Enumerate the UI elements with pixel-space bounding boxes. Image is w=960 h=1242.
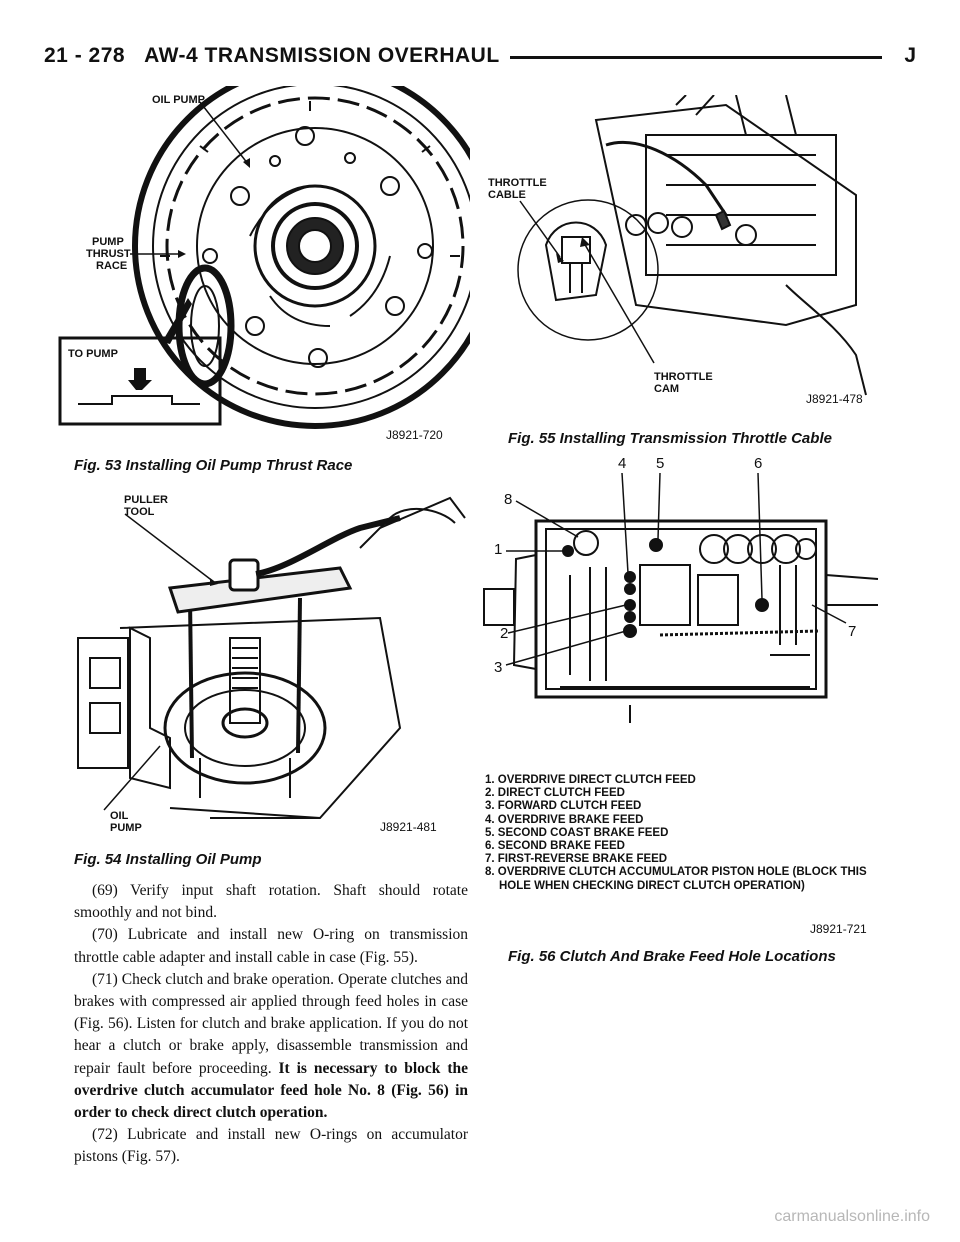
figure-55-caption: Fig. 55 Installing Transmission Throttle Cable — [508, 430, 832, 447]
label-puller: PULLER — [124, 494, 168, 506]
figure-54-id: J8921-481 — [380, 820, 437, 834]
figure-56-caption: Fig. 56 Clutch And Brake Feed Hole Locations — [508, 948, 836, 965]
figure-54 — [60, 488, 470, 833]
label-tool: TOOL — [124, 506, 155, 518]
label-oil-pump: OIL PUMP — [152, 94, 205, 106]
page-title: AW-4 TRANSMISSION OVERHAUL — [144, 44, 500, 67]
legend-item-4: 4. OVERDRIVE BRAKE FEED — [485, 813, 644, 826]
header-title-block — [44, 44, 510, 68]
legend-item-2: 2. DIRECT CLUTCH FEED — [485, 787, 625, 800]
label-oil: OIL — [110, 810, 129, 822]
legend-item-3: 3. FORWARD CLUTCH FEED — [485, 800, 642, 813]
label-pump: PUMP — [92, 236, 124, 248]
callout-3: 3 — [494, 659, 503, 676]
figure-54-caption: Fig. 54 Installing Oil Pump — [74, 851, 262, 868]
callout-4: 4 — [618, 455, 627, 472]
puller-tool-drawing — [60, 488, 470, 833]
figure-53 — [50, 86, 470, 446]
instructions-text — [74, 880, 468, 1169]
label-throttle-2: THROTTLE — [654, 371, 713, 383]
step-71-text: (71) Check clutch and brake operation. Operate clutches and brakes with compressed air applied through feed holes in case (Fig. 56). Listen for clutch and brake application. If you do not hear a clutch or brake apply, disassemble transmission and repair fault before proceeding. — [74, 970, 468, 1077]
step-71 — [74, 969, 468, 1124]
legend-item-8-cont: HOLE WHEN CHECKING DIRECT CLUTCH OPERATION) — [499, 879, 805, 892]
callout-6: 6 — [754, 455, 763, 472]
legend-item-1: 1. OVERDRIVE DIRECT CLUTCH FEED — [485, 774, 696, 786]
callout-2: 2 — [500, 625, 509, 642]
figure-56-id: J8921-721 — [810, 922, 867, 936]
label-race: RACE — [96, 260, 128, 272]
label-thrust: THRUST — [86, 248, 131, 260]
section-letter: J — [904, 44, 916, 67]
label-cam: CAM — [654, 383, 680, 395]
legend-item-5: 5. SECOND COAST BRAKE FEED — [485, 826, 669, 839]
legend-item-8: 8. OVERDRIVE CLUTCH ACCUMULATOR PISTON HOLE (BLOCK THIS — [485, 866, 867, 879]
figure-55-id: J8921-478 — [806, 392, 863, 406]
label-throttle: THROTTLE — [488, 177, 547, 189]
figure-55 — [486, 95, 876, 415]
callout-7: 7 — [848, 623, 857, 640]
legend-item-6: 6. SECOND BRAKE FEED — [485, 840, 625, 853]
step-70: (70) Lubricate and install new O-ring on transmission throttle cable adapter and install cable in case (Fig. 55). — [74, 926, 468, 966]
step-69: (69) Verify input shaft rotation. Shaft should rotate smoothly and not bind. — [74, 882, 468, 922]
label-to-pump: TO PUMP — [68, 348, 118, 360]
throttle-cable-drawing — [486, 95, 876, 415]
step-71-warning: It is necessary to block the overdrive clutch accumulator feed hole No. 8 (Fig. 56) in order to check direct clutch operation. — [74, 1059, 468, 1122]
valve-body-drawing — [480, 455, 880, 765]
figure-53-caption: Fig. 53 Installing Oil Pump Thrust Race — [74, 457, 353, 474]
callout-5: 5 — [656, 455, 665, 472]
label-cable: CABLE — [488, 189, 526, 201]
watermark: carmanualsonline.info — [774, 1208, 930, 1225]
figure-56-legend — [485, 774, 867, 893]
figure-56 — [480, 455, 880, 765]
figure-53-id: J8921-720 — [386, 428, 443, 442]
callout-1: 1 — [494, 541, 503, 558]
step-72: (72) Lubricate and install new O-rings on accumulator pistons (Fig. 57). — [74, 1126, 468, 1166]
page-header — [44, 44, 916, 78]
label-pump-54: PUMP — [110, 822, 142, 834]
page-number: 21 - 278 — [44, 44, 126, 67]
callout-8: 8 — [504, 491, 513, 508]
legend-item-7: 7. FIRST-REVERSE BRAKE FEED — [485, 853, 668, 866]
